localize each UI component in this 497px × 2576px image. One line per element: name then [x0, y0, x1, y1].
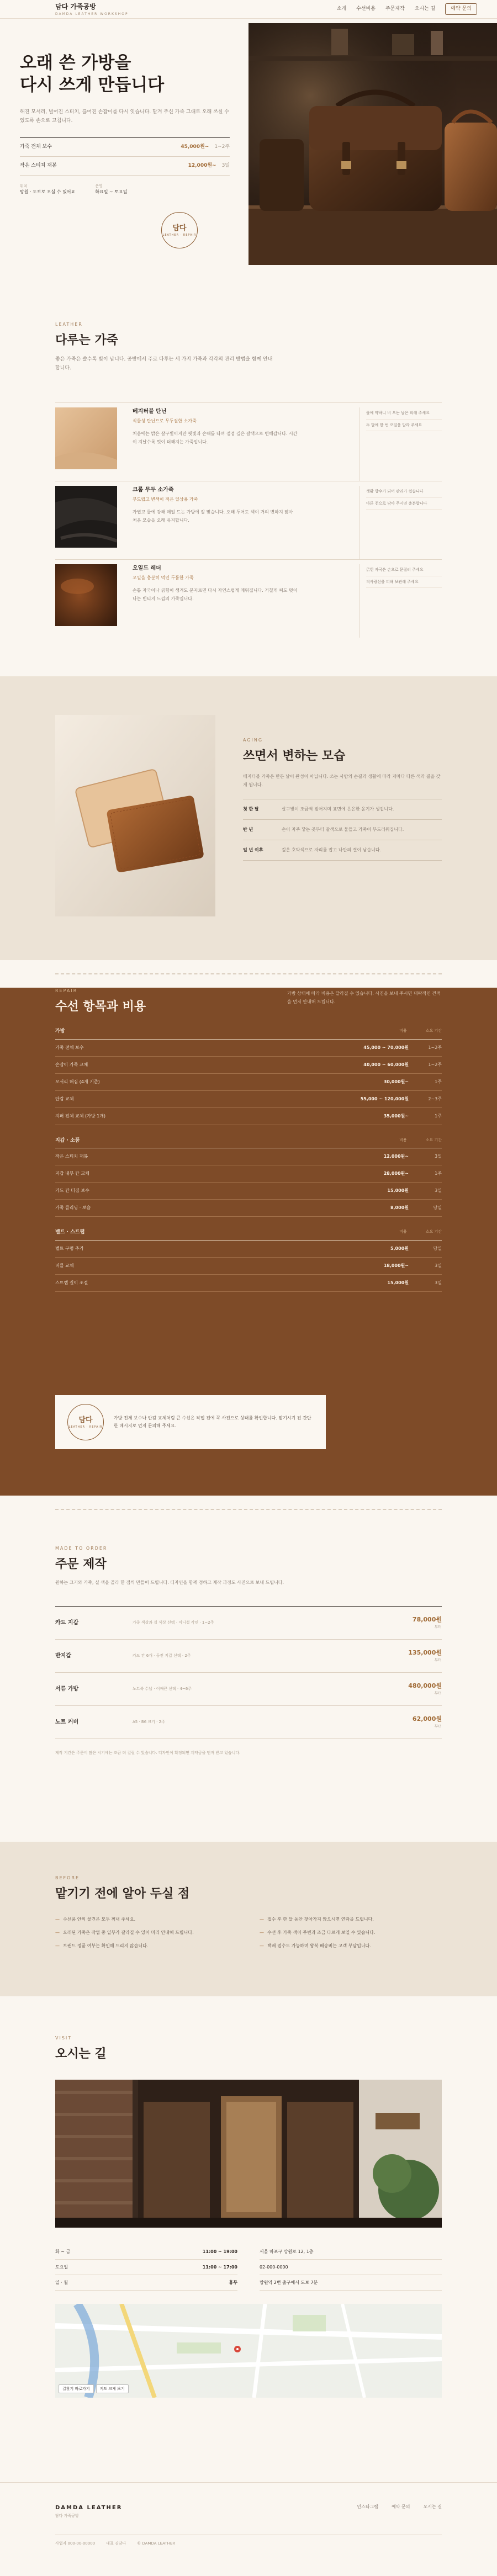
repair-row [55, 1040, 442, 1057]
opening-hours [55, 2244, 237, 2291]
stamp-main-text: 담다 [172, 224, 187, 232]
directions-line: 망원역 2번 출구에서 도보 7분 [260, 2275, 442, 2291]
hero-meta-key: 위치 [20, 183, 28, 188]
repair-days: 1주 [435, 1171, 442, 1176]
location-title: 오시는 길 [55, 2047, 107, 2061]
aging-content [243, 737, 442, 861]
repair-price: 45,000 ~ 70,000원 [363, 1045, 409, 1050]
repair-item: 가죽 전체 보수 [55, 1045, 84, 1050]
repair-days: 1주 [435, 1113, 442, 1119]
repair-row [55, 1183, 442, 1200]
aging-change: 깊은 호박색으로 자리를 잡고 나만의 결이 남습니다. [282, 847, 382, 853]
custom-item[interactable] [55, 1673, 442, 1706]
nav-item-location[interactable]: 오시는 길 [414, 6, 436, 12]
repair-group-name: 지갑 · 소품 [55, 1137, 80, 1143]
custom-item-name: 서류 가방 [55, 1685, 79, 1692]
aging-section [0, 676, 497, 960]
repair-group [55, 1028, 442, 1125]
custom-item-price: 62,000원 [412, 1715, 442, 1722]
note-item: — 접수 후 한 달 동안 찾아가지 않으시면 연락을 드립니다. [260, 1916, 442, 1923]
footer-link-instagram[interactable]: 인스타그램 [357, 2504, 379, 2510]
custom-item-options: 가죽 색상과 실 색상 선택 · 이니셜 각인 · 1~2주 [133, 1620, 214, 1625]
custom-item-from: 부터 [434, 1691, 442, 1696]
material-name: 크롬 무두 소가죽 [133, 487, 174, 494]
materials-eyebrow: LEATHER [55, 322, 83, 327]
custom-item-period: 4~6주 [179, 1687, 192, 1692]
hero-description: 해진 모서리, 벌어진 스티치, 끊어진 손잡이를 다시 잇습니다. 맡겨 주신 가죽 그대로 오래 쓰실 수 있도록 손으로 고칩니다. [20, 109, 230, 124]
col-price-label: 비용 [399, 1137, 407, 1142]
hours-row [55, 2260, 237, 2275]
aging-title: 쓰면서 변하는 모습 [243, 749, 346, 764]
hours-day: 일 · 월 [55, 2280, 68, 2285]
footer-bottom [55, 2535, 442, 2547]
footer-brand-sub: 담다 가죽공방 [55, 2514, 79, 2519]
col-price-label: 비용 [399, 1029, 407, 1033]
material-subtitle: 식물성 탄닌으로 무두질한 소가죽 [133, 418, 197, 424]
hero-meta-value: 화요일 ~ 토요일 [95, 189, 128, 195]
material-item [55, 402, 442, 481]
custom-item-name: 노트 커버 [55, 1719, 79, 1725]
custom-item-options: 노트북 수납 · 어깨끈 선택 · 4~6주 [133, 1687, 192, 1692]
hero-meta-key: 운영 [95, 183, 103, 188]
stamp-main-text: 담다 [78, 1416, 93, 1424]
repair-item: 벨트 구멍 추가 [55, 1245, 84, 1251]
hours-time: 11:00 ~ 19:00 [202, 2249, 237, 2254]
repair-item: 지갑 내부 칸 교체 [55, 1171, 89, 1176]
hero-price-label: 가죽 전체 보수 [20, 144, 52, 150]
aging-period: 반 년 [243, 827, 253, 833]
repair-row [55, 1091, 442, 1108]
note-item: — 수선품 안의 물건은 모두 꺼내 주세요. [55, 1916, 237, 1923]
custom-list [55, 1606, 442, 1739]
location-info [55, 2244, 442, 2291]
repair-price: 15,000원 [387, 1188, 409, 1194]
material-photo-vegetable [55, 407, 117, 469]
repair-intro: 가방 상태에 따라 비용은 달라질 수 있습니다. 사진을 보내 주시면 대략적인 견적을 먼저 안내해 드립니다. [287, 991, 441, 1004]
repair-header [55, 988, 442, 1016]
logo-title: 담다 가죽공방 [55, 3, 96, 10]
col-price-label: 비용 [399, 1229, 407, 1234]
custom-item-sub: A5 · B6 크기 [133, 1720, 155, 1725]
material-body [133, 407, 298, 481]
custom-item-from: 부터 [434, 1658, 442, 1663]
material-description: 가볍고 물에 강해 매일 드는 가방에 잘 맞습니다. 오래 두어도 색이 거의 변하지 않아 처음 모습을 오래 유지합니다. [133, 510, 293, 523]
material-description: 손톱 자국이나 긁힘이 생겨도 문지르면 다시 자연스럽게 메워집니다. 거칠게 써도 멋이 나는 빈티지 느낌의 가죽입니다. [133, 588, 298, 601]
custom-order-section [0, 1523, 497, 1842]
hours-time: 11:00 ~ 17:00 [202, 2264, 237, 2270]
repair-row [55, 1241, 442, 1258]
dashed-line [55, 1509, 442, 1510]
custom-item-sub: 카드 칸 6개 · 동전 지갑 선택 [133, 1653, 181, 1658]
hero-stamp [161, 212, 198, 248]
custom-item[interactable] [55, 1640, 442, 1673]
custom-intro: 원하는 크기와 가죽, 실 색을 골라 한 점씩 만들어 드립니다. 디자인을 함께 정하고 제작 과정도 사진으로 보내 드립니다. [55, 1580, 284, 1586]
repair-price: 40,000 ~ 60,000원 [363, 1062, 409, 1067]
aging-period: 첫 한 달 [243, 807, 259, 812]
custom-item-from: 부터 [434, 1625, 442, 1630]
hero-price-unit: 3일 [221, 162, 230, 168]
hours-day: 토요일 [55, 2264, 68, 2270]
stamp-sub-text: LEATHER · REPAIR [68, 1425, 103, 1429]
material-description: 처음에는 밝은 살구빛이지만 햇빛과 손때를 타며 점점 깊은 갈색으로 변해갑니다. 시간이 지날수록 멋이 더해지는 가죽입니다. [133, 431, 298, 444]
footer-link-location[interactable]: 오시는 길 [423, 2504, 442, 2510]
footer-top [55, 2504, 442, 2519]
aging-row [243, 819, 442, 840]
hero-price-value: 45,000원~ [181, 144, 209, 150]
owner-name: 대표 김담다 [106, 2541, 126, 2546]
repair-days: 3일 [435, 1263, 442, 1268]
repair-group-header [55, 1229, 442, 1241]
repair-row [55, 1165, 442, 1183]
hours-day: 화 ~ 금 [55, 2249, 71, 2254]
repair-days: 1~2주 [428, 1045, 442, 1050]
material-item [55, 481, 442, 559]
repair-item: 모서리 해짐 (4개 기준) [55, 1079, 100, 1084]
repair-row [55, 1074, 442, 1091]
repair-item: 가죽 클리닝 · 보습 [55, 1205, 91, 1211]
repair-stamp [67, 1404, 104, 1440]
custom-item-price-block [408, 1649, 442, 1663]
hero-price-label: 작은 스티치 재봉 [20, 162, 57, 168]
repair-days: 3일 [435, 1188, 442, 1194]
custom-item-name: 카드 지갑 [55, 1619, 79, 1626]
repair-days: 1~2주 [428, 1062, 442, 1067]
material-photo-chrome [55, 486, 117, 548]
material-photo-oiled [55, 564, 117, 626]
material-note: 생활 방수가 되어 관리가 쉽습니다 [366, 486, 442, 498]
material-note: 마른 천으로 닦아 주시면 충분합니다 [366, 498, 442, 510]
repair-price: 35,000원~ [383, 1113, 409, 1119]
repair-days: 당일 [433, 1205, 442, 1211]
repair-item: 카드 칸 터짐 보수 [55, 1188, 89, 1194]
hero-meta-value: 망원 · 도보로 오실 수 있어요 [20, 189, 76, 195]
repair-row [55, 1148, 442, 1165]
hero-meta-item [95, 183, 127, 196]
location-eyebrow: VISIT [55, 2036, 72, 2041]
repair-row [55, 1275, 442, 1292]
aging-row [243, 840, 442, 861]
note-item: — 오래된 가죽은 작업 중 일부가 갈라질 수 있어 미리 안내해 드립니다. [55, 1930, 237, 1936]
repair-note-card [55, 1395, 326, 1449]
footer-links [357, 2504, 442, 2519]
hero-meta [20, 183, 230, 196]
section-divider [0, 1496, 497, 1523]
section-divider [0, 960, 497, 988]
repair-item: 지퍼 전체 교체 (가방 1개) [55, 1113, 106, 1119]
col-days-label: 소요 기간 [425, 1029, 442, 1033]
repair-price: 5,000원 [390, 1245, 409, 1251]
logo-subtitle: DAMDA LEATHER WORKSHOP [55, 12, 129, 16]
repair-title: 수선 항목과 비용 [55, 999, 146, 1014]
hero-section [0, 19, 497, 265]
footer-brand-name: DAMDA LEATHER [55, 2505, 123, 2511]
phone-line[interactable]: 02-000-0000 [260, 2260, 442, 2275]
hero-price-list [20, 137, 230, 176]
repair-row [55, 1258, 442, 1275]
hero-meta-item [20, 183, 75, 196]
hero-price-value: 12,000원~ [188, 162, 216, 168]
custom-item[interactable] [55, 1607, 442, 1640]
hours-row [55, 2244, 237, 2260]
custom-item-period: 2주 [184, 1653, 191, 1658]
custom-item-price-block [413, 1715, 442, 1730]
material-note: 긁힌 자국은 손으로 문질러 주세요 [366, 564, 442, 576]
repair-row [55, 1200, 442, 1217]
location-map[interactable] [55, 2304, 442, 2398]
material-name: 베지터블 탄닌 [133, 409, 167, 415]
material-notes [359, 564, 442, 638]
repair-item: 작은 스티치 재봉 [55, 1154, 88, 1159]
aging-wallet-photo [55, 715, 215, 916]
hero-price-unit: 1~2주 [214, 144, 230, 150]
repair-note-text: 가방 전체 보수나 안감 교체처럼 큰 수선은 작업 전에 꼭 사진으로 상태를 확인합니다. 맡기시기 전 간단한 메시지로 먼저 문의해 주세요. [114, 1415, 311, 1429]
repair-eyebrow: REPAIR [55, 988, 78, 994]
repair-price: 15,000원 [387, 1280, 409, 1285]
repair-item: 손잡이 가죽 교체 [55, 1062, 88, 1067]
notes-title: 맡기기 전에 알아 두실 점 [55, 1886, 190, 1901]
custom-footnote: 제작 기간은 주문이 많은 시기에는 조금 더 걸릴 수 있습니다. 디자인이 확정되면 계약금을 먼저 받고 있습니다. [55, 1750, 241, 1755]
col-days-label: 소요 기간 [425, 1137, 442, 1142]
repair-section [0, 988, 497, 1496]
material-notes [359, 407, 442, 481]
repair-item: 버클 교체 [55, 1263, 74, 1268]
repair-group-header [55, 1137, 442, 1149]
material-subtitle: 부드럽고 변색이 적은 일상용 가죽 [133, 497, 198, 502]
footer-brand [55, 2504, 122, 2519]
custom-item-options: 카드 칸 6개 · 동전 지갑 선택 · 2주 [133, 1653, 191, 1658]
repair-days: 3일 [435, 1154, 442, 1159]
repair-group-name: 가방 [55, 1029, 65, 1035]
materials-section [0, 265, 497, 676]
note-item: — 브랜드 정품 여부는 확인해 드리지 않습니다. [55, 1943, 237, 1949]
map-directions-button[interactable]: 길찾기 바로가기 [59, 2384, 94, 2394]
material-note: 두 달에 한 번 오일을 발라 주세요 [366, 420, 442, 432]
hero-price-row [20, 157, 230, 176]
notes-eyebrow: BEFORE [55, 1875, 80, 1881]
custom-item-price: 480,000원 [408, 1682, 442, 1689]
aging-period: 일 년 이후 [243, 847, 263, 853]
repair-price: 18,000원~ [383, 1263, 409, 1268]
custom-item-name: 반지갑 [55, 1652, 71, 1659]
repair-group [55, 1229, 442, 1292]
nav-item-repair-cost[interactable]: 수선비용 [356, 6, 376, 12]
note-item: — 택배 접수도 가능하며 왕복 배송비는 고객 부담입니다. [260, 1943, 442, 1949]
custom-item-sub: 노트북 수납 · 어깨끈 선택 [133, 1687, 176, 1692]
material-name: 오일드 레더 [133, 565, 161, 572]
custom-item-options: A5 · B6 크기 · 2주 [133, 1720, 165, 1725]
repair-group-header [55, 1028, 442, 1040]
copyright: © DAMDA LEATHER [137, 2541, 176, 2546]
hero-title-line2: 다시 쓰게 만듭니다 [20, 75, 165, 96]
repair-price: 30,000원~ [383, 1079, 409, 1084]
site-footer [0, 2482, 497, 2576]
aging-eyebrow: AGING [243, 738, 263, 743]
repair-price: 8,000원 [390, 1205, 409, 1211]
repair-days: 3일 [435, 1280, 442, 1285]
materials-title: 다루는 가죽 [55, 333, 118, 347]
notes-section [0, 1842, 497, 1996]
repair-group-name: 벨트 · 스트랩 [55, 1229, 85, 1236]
site-header [0, 0, 497, 19]
repair-item: 안감 교체 [55, 1096, 74, 1101]
material-item [55, 559, 442, 638]
repair-price: 28,000원~ [383, 1171, 409, 1176]
logo[interactable] [55, 2, 129, 17]
repair-price: 55,000 ~ 120,000원 [360, 1096, 409, 1101]
nav-item-about[interactable]: 소개 [336, 6, 347, 12]
custom-item-from: 부터 [434, 1724, 442, 1729]
stamp-sub-text: LEATHER · REPAIR [162, 234, 197, 237]
repair-group [55, 1137, 442, 1217]
aging-row [243, 799, 442, 819]
location-section [0, 1996, 497, 2482]
dashed-line [55, 973, 442, 974]
material-notes [359, 486, 442, 559]
custom-item-price: 78,000원 [412, 1615, 442, 1623]
custom-eyebrow: MADE TO ORDER [55, 1546, 108, 1551]
map-expand-button[interactable]: 지도 크게 보기 [96, 2384, 129, 2394]
repair-days: 당일 [433, 1245, 442, 1251]
material-subtitle: 오일을 충분히 먹인 두툼한 가죽 [133, 575, 194, 581]
hero-title-line1: 오래 쓴 가방을 [20, 53, 131, 73]
custom-item-period: 1~2주 [202, 1620, 214, 1625]
reserve-button[interactable]: 예약 문의 [445, 3, 477, 15]
main-nav [337, 3, 477, 15]
aging-change: 살구빛이 조금씩 짙어지며 표면에 은은한 윤기가 생깁니다. [282, 807, 394, 812]
address-block [260, 2244, 442, 2291]
hero-content [20, 52, 230, 195]
custom-item[interactable] [55, 1706, 442, 1739]
custom-item-price-block [413, 1615, 442, 1630]
material-note: 직사광선을 피해 보관해 주세요 [366, 576, 442, 589]
aging-description: 베지터블 가죽은 만든 날이 완성이 아닙니다. 쓰는 사람의 손길과 생활에 따라 저마다 다른 색과 결을 갖게 됩니다. [243, 774, 441, 787]
custom-item-price: 135,000원 [408, 1649, 442, 1656]
repair-days: 1주 [435, 1079, 442, 1084]
repair-row [55, 1057, 442, 1074]
aging-change: 손이 자주 닿는 곳부터 갈색으로 물들고 가죽이 부드러워집니다. [282, 827, 404, 833]
footer-link-reserve[interactable]: 예약 문의 [392, 2504, 410, 2510]
material-note: 물에 약하니 비 오는 날은 피해 주세요 [366, 407, 442, 420]
col-days-label: 소요 기간 [425, 1229, 442, 1234]
custom-title: 주문 제작 [55, 1557, 107, 1572]
notes-list [55, 1916, 442, 1949]
repair-days: 2~3주 [428, 1096, 442, 1101]
custom-item-price-block [408, 1682, 442, 1697]
repair-row [55, 1108, 442, 1125]
hero-price-row [20, 138, 230, 157]
note-item: — 수선 후 가죽 색이 주변과 조금 다르게 보일 수 있습니다. [260, 1930, 442, 1936]
nav-item-custom[interactable]: 주문제작 [385, 6, 405, 12]
hero-title [20, 52, 230, 97]
materials-intro: 좋은 가죽은 쓸수록 빛이 납니다. 공방에서 주로 다루는 세 가지 가죽과 각각의 관리 방법을 함께 안내합니다. [55, 357, 273, 372]
material-body [133, 486, 298, 559]
map-buttons [59, 2384, 129, 2394]
custom-item-sub: 가죽 색상과 실 색상 선택 · 이니셜 각인 [133, 1620, 199, 1625]
hours-time: 휴무 [229, 2280, 237, 2285]
materials-list [55, 402, 442, 638]
address-line: 서울 마포구 망원로 12, 1층 [260, 2244, 442, 2260]
hero-bag-photo [248, 23, 497, 265]
business-number: 사업자 000-00-00000 [55, 2541, 96, 2546]
material-body [133, 564, 298, 638]
repair-item: 스트랩 길이 조절 [55, 1280, 88, 1285]
custom-item-period: 2주 [158, 1720, 165, 1725]
repair-price: 12,000원~ [383, 1154, 409, 1159]
hours-row [55, 2275, 237, 2291]
storefront-photo [55, 2080, 442, 2228]
aging-timeline [243, 799, 442, 861]
